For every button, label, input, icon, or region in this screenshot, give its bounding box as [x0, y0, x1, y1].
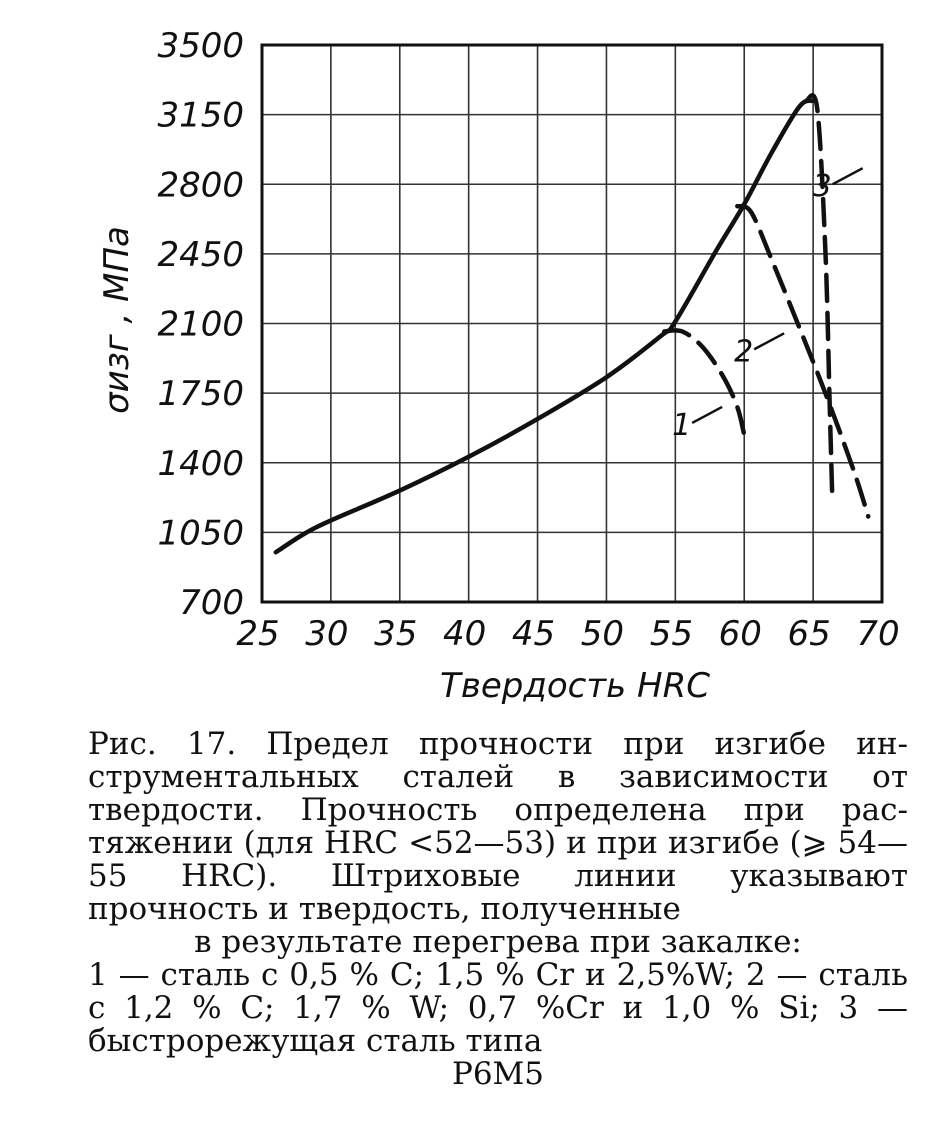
y-tick-label-2800: 2800 — [157, 165, 244, 206]
y-tick-label-700: 700 — [179, 583, 244, 623]
curve-labels — [672, 168, 863, 443]
curve-label-3: 3 — [812, 169, 832, 205]
curve-label-leader-1 — [692, 407, 722, 423]
y-tick-label-2450: 2450 — [157, 234, 244, 275]
y-tick-label-3500: 3500 — [157, 26, 244, 66]
curve-label-2: 2 — [734, 334, 754, 370]
curve-label-leader-2 — [754, 333, 784, 349]
y-tick-label-2100: 2100 — [157, 304, 244, 345]
y-tick-label-1400: 1400 — [157, 443, 244, 484]
x-tick-label-50: 50 — [580, 614, 625, 654]
caption-text-continued: в результате перегрева при закалке: — [194, 924, 802, 960]
y-tick-label-1750: 1750 — [157, 374, 244, 415]
x-tick-label-65: 65 — [787, 614, 831, 654]
caption-steel-grade: Р6М5 — [451, 1056, 545, 1092]
series-dashed-curve-3 — [806, 95, 832, 502]
caption-legend: 1 — сталь с 0,5 % C; 1,5 % Cr и 2,5%W; 2 — сталь с 1,2 % C; 1,7 % W; 0,7 %Cr и 1,0 % Si; 3 — быстрорежущая сталь типа — [88, 957, 908, 1059]
curve-label-1: 1 — [672, 407, 692, 443]
y-axis-title: σизг , МПа — [97, 226, 137, 414]
x-tick-label-70: 70 — [856, 614, 900, 654]
x-tick-label-40: 40 — [443, 614, 487, 654]
curve-label-leader-3 — [833, 168, 863, 184]
series-dashed-curve-2 — [737, 206, 868, 516]
grid — [262, 45, 882, 602]
y-tick-label-3150: 3150 — [157, 95, 244, 136]
x-tick-label-45: 45 — [511, 614, 556, 654]
series-main-curve — [276, 101, 813, 553]
x-axis-title: Твердость HRC — [440, 666, 710, 706]
x-tick-label-35: 35 — [374, 614, 418, 654]
x-tick-label-60: 60 — [718, 614, 762, 654]
x-tick-label-55: 55 — [649, 614, 693, 654]
y-tick-label-1050: 1050 — [157, 513, 244, 554]
x-tick-label-25: 25 — [236, 614, 280, 654]
caption-text: Рис. 17. Предел прочности при изгибе инструментальных сталей в зависимости от твердости. Прочность определена при растяжении (для HRC <52—53) и при изгибе (⩾ 54—55 HRC). Штриховые линии указывают прочность и твердость, полученные — [88, 726, 908, 927]
y-tick-labels — [157, 26, 244, 623]
x-tick-label-30: 30 — [305, 614, 349, 654]
figure-caption — [88, 728, 908, 1091]
x-tick-labels — [236, 614, 899, 654]
